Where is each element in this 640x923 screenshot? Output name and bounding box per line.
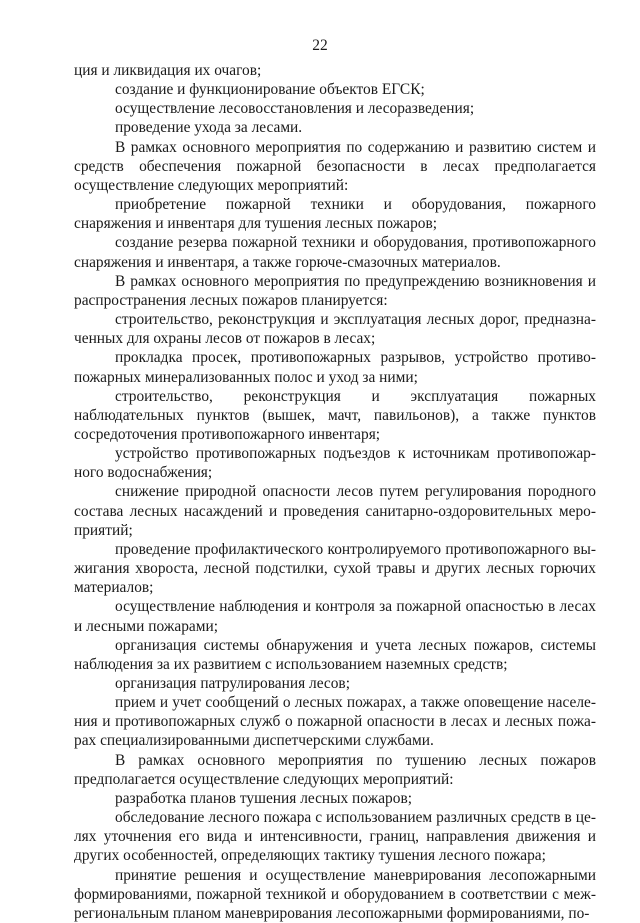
paragraph: строительство, реконструкция и эксплуатация пожарных наблюдательных пунктов (вышек, мачт, павильонов), а также пунктов сосредоточения противопожарного инвентаря; (74, 387, 596, 443)
paragraph: создание резерва пожарной техники и оборудования, противопожарного снаряжения и инвентаря, а также горюче-смазочных материалов. (74, 234, 596, 271)
paragraph: осуществление лесовосстановления и лесоразведения; (115, 100, 475, 118)
paragraph: проведение профилактического контролируемого противопожарного выжигания хвороста, лесной подстилки, сухой травы и других лесных горючих материалов; (74, 540, 596, 597)
paragraph: разработка планов тушения лесных пожаров; (115, 789, 412, 807)
paragraph: прием и учет сообщений о лесных пожарах, а также оповещение населения и противопожарных служб о пожарной опасности в лесах и лесных пожарах специализированными диспетчерскими службами. (74, 694, 596, 750)
paragraph: создание и функционирование объектов ЕГСК; (115, 81, 425, 99)
paragraph: приобретение пожарной техники и оборудования, пожарного снаряжения и инвентаря для тушения лесных пожаров; (74, 196, 596, 233)
paragraph: снижение природной опасности лесов путем регулирования породного состава лесных насаждений и проведения санитарно-оздоровительных мероприятий; (74, 483, 596, 539)
paragraph: прокладка просек, противопожарных разрывов, устройство противопожарных минерализованных полос и уход за ними; (74, 349, 596, 386)
paragraph: принятие решения и осуществление маневрирования лесопожарными формированиями, пожарной техникой и оборудованием в соответствии с межрегиональным планом маневрирования лесопожарными формированиями, по- (74, 866, 596, 922)
paragraph: ция и ликвидация их очагов; (74, 62, 262, 79)
paragraph: организация патрулирования лесов; (115, 675, 350, 692)
paragraph: В рамках основного мероприятия по предупреждению возникновения и распространения лесных пожаров планируется: (74, 272, 596, 309)
paragraph: проведение ухода за лесами. (115, 119, 303, 137)
paragraph: осуществление наблюдения и контроля за пожарной опасностью в лесах и лесными пожарами; (74, 598, 596, 635)
paragraph: В рамках основного мероприятия по тушению лесных пожаров предполагается осуществление следующих мероприятий: (74, 751, 596, 788)
paragraph: строительство, реконструкция и эксплуатация лесных дорог, предназначенных для охраны лесов от пожаров в лесах; (74, 311, 596, 348)
paragraph: обследование лесного пожара с использованием различных средств в целях уточнения его вида и интенсивности, границ, направления движения и других особенностей, определяющих тактику тушения лесного пожара; (74, 809, 596, 865)
document-body (74, 61, 596, 923)
paragraph: организация системы обнаружения и учета лесных пожаров, системы наблюдения за их развитием с использованием наземных средств; (74, 636, 596, 673)
paragraph: устройство противопожарных подъездов к источникам противопожарного водоснабжения; (74, 445, 596, 482)
page-number: 22 (312, 37, 328, 54)
paragraph: В рамках основного мероприятия по содержанию и развитию систем и средств обеспечения пожарной безопасности в лесах предполагается осуществление следующих мероприятий: (74, 138, 596, 194)
